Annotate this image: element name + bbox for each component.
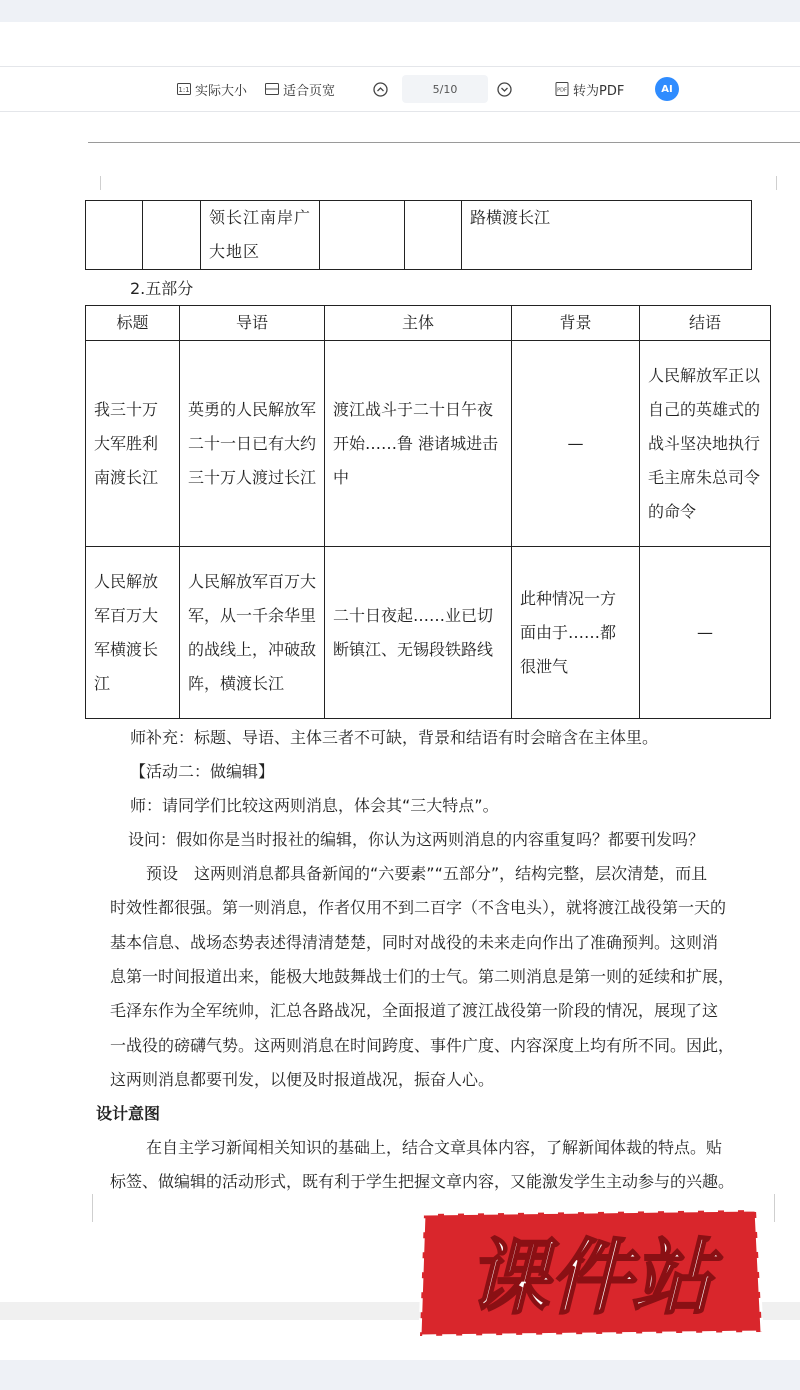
next-page-button[interactable] (497, 79, 516, 99)
table-cell (143, 201, 201, 270)
fit-width-button[interactable] (265, 79, 335, 99)
svg-text:1:1: 1:1 (178, 86, 190, 94)
actual-size-label: 实际大小 (195, 83, 248, 99)
design-intent-heading: 设计意图 (96, 1104, 161, 1123)
actual-size-button[interactable] (177, 79, 247, 99)
design-intent-line: 标签、做编辑的活动形式，既有利于学生把握文章内容，又能激发学生主动参与的兴趣。 (110, 1172, 735, 1191)
design-intent-line: 在自主学习新闻相关知识的基础上，结合文章具体内容，了解新闻体裁的特点。贴 (146, 1138, 723, 1157)
corner-mark (92, 176, 101, 190)
table-cell: 人民解放军百万大军横渡长江 (86, 547, 180, 719)
table-cell (86, 201, 143, 270)
window-top-bar (0, 0, 800, 22)
table-cell: 渡江战斗于二十日午夜开始……鲁 港诸城进击中 (325, 341, 512, 547)
table-cell (320, 201, 405, 270)
convert-to-pdf-label: 转为PDF (573, 83, 625, 99)
table-cell: 我三十万大军胜利南渡长江 (86, 341, 180, 547)
chevron-down-icon (497, 82, 512, 97)
preset-line: 一战役的磅礴气势。这两则消息在时间跨度、事件广度、内容深度上均有所不同。因此， (110, 1036, 735, 1055)
header-conclusion: 结语 (640, 306, 771, 341)
table-cell: 路横渡长江 (462, 201, 752, 270)
six-elements-table-continued (85, 200, 752, 270)
chevron-up-icon (373, 82, 388, 97)
table-cell: 人民解放军正以自己的英雄式的战斗坚决地执行毛主席朱总司令的命令 (640, 341, 771, 547)
table-cell: — (640, 547, 771, 719)
fit-width-icon (265, 83, 279, 95)
preset-line: 毛泽东作为全军统帅，汇总各路战况，全面报道了渡江战役第一阶段的情况，展现了这 (110, 1001, 719, 1020)
preset-line: 这两则消息都要刊发，以便及时报道战况，振奋人心。 (110, 1070, 495, 1089)
preset-line: 基本信息、战场态势表述得清清楚楚，同时对战役的未来走向作出了准确预判。这则消 (110, 933, 719, 952)
convert-to-pdf-button[interactable] (555, 79, 624, 99)
page-separator (88, 142, 800, 143)
preset-line: 预设 这两则消息都具备新闻的“六要素”“五部分”，结构完整，层次清楚，而且 (146, 864, 708, 883)
table-cell (405, 201, 462, 270)
table-row (86, 341, 771, 547)
header-background: 背景 (512, 306, 640, 341)
table-cell: — (512, 341, 640, 547)
corner-mark (70, 1194, 93, 1222)
table-cell: 此种情况一方面由于……都很泄气 (512, 547, 640, 719)
pdf-icon (555, 82, 569, 96)
table-row (86, 547, 771, 719)
header-body: 主体 (325, 306, 512, 341)
ai-icon: AI (661, 83, 673, 95)
watermark-logo (416, 1208, 764, 1338)
question: 设问：假如你是当时报社的编辑，你认为这两则消息的内容重复吗？都要刊发吗？ (128, 830, 705, 849)
preset-line: 时效性都很强。第一则消息，作者仅用不到二百字（不含电头），就将渡江战役第一天的 (110, 898, 727, 917)
section-heading: 2.五部分 (130, 279, 194, 298)
five-parts-table (85, 305, 771, 719)
viewer-toolbar (0, 66, 800, 112)
fit-width-label: 适合页宽 (283, 83, 336, 99)
previous-page-button[interactable] (373, 79, 392, 99)
watermark-text: 课件站 (467, 1231, 713, 1326)
corner-mark (774, 1194, 789, 1222)
table-cell: 英勇的人民解放军二十一日已有大约三十万人渡过长江 (180, 341, 325, 547)
table-cell: 二十日夜起……业已切断镇江、无锡段铁路线 (325, 547, 512, 719)
table-row (86, 201, 752, 270)
header-lead: 导语 (180, 306, 325, 341)
teacher-instruction: 师：请同学们比较这两则消息，体会其“三大特点”。 (130, 796, 499, 815)
table-header-row (86, 306, 771, 341)
ai-assistant-button[interactable] (655, 77, 679, 101)
actual-size-icon (177, 83, 191, 95)
page-number-input[interactable]: 5/10 (402, 75, 488, 103)
table-cell: 领长江南岸广大地区 (201, 201, 320, 270)
teacher-note: 师补充：标题、导语、主体三者不可缺，背景和结语有时会暗含在主体里。 (130, 728, 659, 747)
preset-line: 息第一时间报道出来，能极大地鼓舞战士们的士气。第二则消息是第一则的延续和扩展， (110, 967, 735, 986)
header-title: 标题 (86, 306, 180, 341)
window-bottom-bar (0, 1360, 800, 1390)
svg-text:PDF: PDF (557, 87, 567, 94)
table-cell: 人民解放军百万大军，从一千余华里的战线上，冲破敌阵，横渡长江 (180, 547, 325, 719)
activity-heading: 【活动二：做编辑】 (130, 762, 275, 781)
corner-mark (776, 176, 785, 190)
